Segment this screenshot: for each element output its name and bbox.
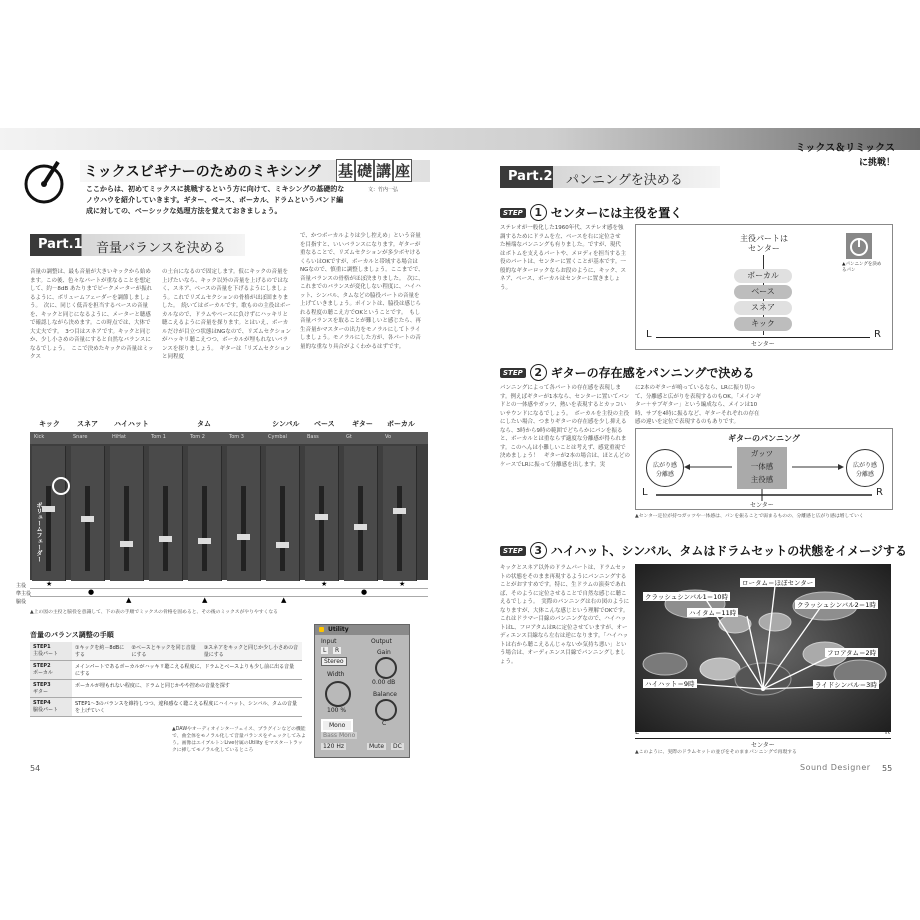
part2-bar (500, 166, 720, 188)
width-label: Width (327, 671, 345, 678)
utility-plugin (314, 624, 410, 758)
volume-fader[interactable] (46, 486, 51, 571)
phase-left-button[interactable]: L (323, 647, 327, 654)
mixer-label: タム (197, 420, 211, 428)
mixer-channel-strip (110, 446, 144, 581)
mute-button[interactable]: Mute (369, 743, 385, 750)
author-credit: 文：竹内一弘 (368, 187, 399, 193)
mixer-channel-strip (227, 446, 261, 581)
step-title: センターには主役を置く (550, 206, 683, 220)
volume-fader[interactable] (241, 486, 246, 571)
mixer-part-labels (32, 419, 427, 431)
fader-knob[interactable] (237, 534, 250, 540)
mixer-label: ボーカル (387, 420, 415, 428)
bubble-text: 広がり感 (652, 462, 677, 469)
mixer-label: ハイハット (114, 420, 149, 428)
axis-left: L (642, 487, 648, 498)
step-badge: STEP (500, 208, 526, 218)
step-desc: STEP1〜3のバランスを維持しつつ、違和感なく聴こえる程度にハイハット、シンバル、タムの音量を上げていく (72, 698, 302, 717)
pill-vocal: ボーカル (734, 269, 792, 283)
knob-caption: ▲パンニングを決めるパン (842, 262, 882, 273)
axis-left: L (646, 329, 652, 340)
balance-label: Balance (373, 691, 397, 698)
drum-label-hihat: ハイハット＝9時 (645, 680, 695, 688)
steps-table (30, 642, 302, 717)
balance-value: C (382, 720, 387, 727)
mixer-channel-strip (188, 446, 222, 581)
drum-kit-photo (635, 564, 891, 732)
magazine-spread (0, 128, 920, 778)
title-kanji: 礎 (355, 159, 374, 182)
left-page (0, 128, 460, 778)
channel-name: Kick (34, 434, 45, 440)
mixer-channel-strip (344, 446, 378, 581)
mixer-label: ギター (352, 420, 373, 428)
axis-right: R (876, 487, 883, 498)
balance-knob[interactable] (375, 699, 397, 721)
drum-label-crash1: クラッシュシンバル1＝10時 (645, 593, 729, 601)
title-kanji: 座 (393, 159, 412, 182)
mixer-channel-strip (383, 446, 417, 581)
fader-knob[interactable] (354, 524, 367, 530)
step-desc: メインパートであるボーカルがハッキリ聴こえる程度に、ドラムとベースよりも少し前に出る音量にする (72, 661, 302, 680)
mixer-label: ベース (314, 420, 335, 428)
channel-name: Tom 1 (151, 434, 166, 440)
mixer-channel-strip (71, 446, 105, 581)
guitar-caption: ▲センター定位が持つガッツや一体感は、パンを振ることで弱まるものの、分離感と広がり感は増していく (635, 514, 864, 519)
utility-input: Input (321, 638, 337, 645)
drum-label-floor-tom: フロアタム＝2時 (827, 649, 877, 657)
channel-name: Tom 3 (229, 434, 244, 440)
fader-knob[interactable] (315, 514, 328, 520)
step3-heading (500, 542, 907, 559)
table-row (30, 680, 302, 698)
channel-name: Cymbal (268, 434, 287, 440)
mixer-channel-header (30, 432, 428, 444)
part1-bar (30, 234, 245, 256)
pill-kick: キック (734, 317, 792, 331)
width-value: 100 % (327, 707, 347, 714)
lead-text: ここからは、初めてミックスに挑戦するという方に向けて、ミキシングの基礎的なノウハウを紹介していきます。ギター、ベース、ボーカル、ドラムというバンド編成に対しての、ベーシックな処理方法を覚えておきましょう。 (86, 185, 345, 215)
series-line2: に挑戦！ (858, 158, 895, 168)
highlight-circle (52, 477, 70, 495)
phase-right-button[interactable]: R (335, 647, 340, 654)
body-col3: で、かつボーカルよりは少し控えめ」という音量を目指すと、いいバランスになります。ギターが重なることで、リズムセクションが多少ボヤけるくらいはOKですが、ボーカルと帯域する場合はNGなので、慎重に調整しましょう。ここまでで、音量バランスの骨格がほぼ決まりました。 次に、これまでのバランスが変化しない程度に、ハイハット、シンバル、タムなどの脇役パートの音量を上げていきましょう。ポイントは、脇役は感じられる程度の聴こえ方でOKということです。 もし音量バランスを取ることが難しいと感じたら、再生音量かマスターの出力をモノラルにしてトライしましょう。モノラルにした方が、各パートの音量的な重なり具合がよくわかるはずです。 (300, 233, 424, 350)
knob-icon (20, 158, 68, 206)
utility-output: Output (371, 638, 392, 645)
center-box-text: 主役感 (750, 475, 774, 484)
page-number: 54 (30, 764, 41, 773)
table-row (30, 642, 302, 661)
step2-col1: パンニングによって各パートの存在感を表現します。例えばギターが1本なら、センターに置いてバンドとの一体感やガッツ、熱いを表現するとカッコいいサウンドになるでしょう。 ボーカルを主役の主役にしたい場合、つまりギターの存在感を少し抑えるなら、3時から9時の範囲でどちらかにパンを振ると、ボーカルとは重ならず適度な分離感が得られます。このへんは小難しいことは考えず、感覚重視で決めましょう！ ギターが2本の場合は、ほとんどのケースでLRに振って分離感を出します。実 (500, 385, 630, 468)
axis-left: L (635, 728, 639, 736)
center-diagram (635, 224, 893, 350)
drum-label-low-tom: ロータム＝ほぼセンター (742, 579, 814, 587)
table-row (30, 698, 302, 717)
bubble-text: 分離感 (855, 471, 874, 478)
fader-knob[interactable] (81, 516, 94, 522)
drum-label-crash2: クラッシュシンバル2＝1時 (797, 601, 876, 609)
drum-label-ride: ライドシンバル＝3時 (815, 681, 877, 689)
part2-title: パンニングを決める (566, 173, 683, 188)
step-part: 脇役パート (33, 707, 59, 713)
series-line1: ミックス＆リミックス (795, 143, 895, 154)
fader-knob[interactable] (120, 541, 133, 547)
step-desc: ②ベースとキックを同じ音量にする (129, 642, 201, 661)
pan-knob-icon (846, 233, 872, 259)
drum-label-high-tom: ハイタム＝11時 (689, 609, 737, 617)
guitar-arrows (636, 429, 892, 509)
role-label: 脇役 (16, 599, 27, 605)
mixer-label: スネア (77, 420, 98, 428)
guitar-diagram (635, 428, 893, 510)
table-row (30, 661, 302, 680)
axis-center: センター (751, 742, 775, 749)
dc-button[interactable]: DC (393, 743, 402, 750)
diagram-title-line1: 主役パートは (740, 234, 788, 243)
step-id: STEP4 (33, 700, 51, 706)
volume-fader[interactable] (85, 486, 90, 571)
step-number: 1 (530, 204, 547, 221)
volume-fader[interactable] (280, 486, 285, 571)
part1-label: Part.1 (38, 237, 83, 252)
step-desc: ボーカルが埋もれない程度に、ドラムと同じかやや控めの音量を探す (72, 680, 302, 698)
fader-vertical-label: ボリュームフェーダー (35, 502, 42, 562)
title-kanji: 講 (374, 159, 393, 182)
center-box-text: ガッツ (750, 449, 774, 458)
magazine-name: Sound Designer (800, 763, 871, 772)
width-knob[interactable] (325, 681, 351, 707)
mixer-label: シンバル (272, 420, 300, 428)
step-id: STEP2 (33, 663, 51, 669)
gain-label: Gain (377, 649, 391, 656)
figure-caption: ▲上の図の主役と脇役を意識して、下の表の手順でミックスの骨格を固めると、その後のミックスがやりやすくなる (30, 610, 278, 615)
fader-knob[interactable] (42, 506, 55, 512)
step-number: 2 (530, 364, 547, 381)
fader-knob[interactable] (393, 508, 406, 514)
step-desc: ③スネアをキックと同じか少し小さめの音量にする (201, 642, 302, 661)
channel-mode-select[interactable]: Stereo (321, 657, 347, 666)
mixer-channel-strip (266, 446, 300, 581)
step-title: ギターの存在感をパンニングで決める (550, 366, 755, 380)
pill-bass: ベース (734, 285, 792, 299)
step-title: ハイハット、シンバル、タムはドラムセットの状態をイメージする (550, 544, 907, 558)
part2-label: Part.2 (508, 169, 553, 184)
pill-snare: スネア (734, 301, 792, 315)
volume-fader[interactable] (163, 486, 168, 571)
bass-mono-freq[interactable]: 120 Hz (323, 743, 345, 750)
gain-knob[interactable] (375, 657, 397, 679)
channel-name: Gt (346, 434, 352, 440)
step-id: STEP1 (33, 644, 51, 650)
step-number: 3 (530, 542, 547, 559)
utility-titlebar (315, 625, 409, 635)
channel-name: Bass (307, 434, 319, 440)
title-kanji-group (336, 159, 412, 182)
step-part: ボーカル (33, 670, 53, 676)
table-title: 音量のバランス調整の手順 (30, 631, 114, 639)
step-part: ギター (33, 689, 48, 695)
body-col2: の土台になるので固定します。仮にキックの音量を上げたいなら、キック以外の音量を上げるのではなく、スネア、ベースの音量を下げるようにしましょう。これでリズムセクションの骨格がほぼ固まりました。 続いてはボーカルです。歌ものの主役はボーカルなので、ドラムやベースに負けずにハッキリと聴こえるように音量を探ります。とはいえ、ボーカルだけが目立つ状態はNGなので、リズムセクションがハッキリ聴こえつつ、ボーカルが埋もれないバランスを探りましょう。 ギターは「リズムセクションと同程度 (162, 269, 292, 360)
volume-fader[interactable] (202, 486, 207, 571)
step-part: 主役パート (33, 651, 59, 657)
channel-name: Vo (385, 434, 392, 440)
channel-name: Tom 2 (190, 434, 205, 440)
axis-right: R (874, 329, 881, 340)
fader-knob[interactable] (159, 536, 172, 542)
axis-center: センター (750, 502, 774, 509)
volume-fader[interactable] (397, 486, 402, 571)
channel-name: Snare (73, 434, 88, 440)
bass-mono-button[interactable]: Bass Mono (323, 732, 356, 739)
fader-knob[interactable] (198, 538, 211, 544)
step1-text: ステレオが一般化した1960年代、ステレオ感を強調するためにドラムを左、ベースを右に定位させた極端なパンニングも有りました。ですが、現代はボトムを支えるパートや、メロディを担当する主役のパートは、センターに置くことが基本です。一般的なギターロックならお段のように、キック、スネア、ベース、ボーカルはセンターに置きましょう。 (500, 225, 627, 291)
role-label: 準主役 (16, 591, 32, 597)
step2-col2: に2本のギターが鳴っているなら、LRに振り切って、分離感と広がりを表現するのもOK。「メインギター＋サブギター」という編成なら、メインは10時、サブを4時に振るなど、ギターそれぞれの存在感の違いを定位で表現するのもありです。 (635, 385, 761, 425)
role-label: 主役 (16, 583, 27, 589)
pan-knob-image (846, 233, 872, 259)
bubble-text: 広がり感 (852, 462, 877, 469)
mixer-channel-strip (149, 446, 183, 581)
mono-button[interactable]: Mono (321, 719, 353, 732)
fader-knob[interactable] (276, 542, 289, 548)
gain-value: 0.00 dB (372, 679, 396, 686)
right-page (460, 128, 920, 778)
title-kanji: 基 (336, 159, 355, 182)
volume-fader[interactable] (124, 486, 129, 571)
bubble-text: 分離感 (655, 471, 674, 478)
diagram-title-line2: センター (748, 244, 780, 253)
mixer-channel-strip (305, 446, 339, 581)
utility-caption: ▲DAWやオーディオインターフェイス、プラグインなどの機能で、曲全体をモノラル化して音量バランスをチェックしてみよう。画像はエイブルトンLive付属のUtility をマスタートラックに挿してモノラル化しているところ (172, 727, 306, 753)
channel-name: HiHat (112, 434, 126, 440)
step-id: STEP3 (33, 682, 51, 688)
power-icon[interactable] (319, 627, 324, 632)
drum-caption: ▲このように、実際のドラムセットの並びをそのままパンニングで再現する (635, 750, 797, 755)
step-badge: STEP (500, 368, 526, 378)
step-desc: ①キックを約－8dBにする (72, 642, 129, 661)
axis-right: R (885, 728, 890, 736)
step-badge: STEP (500, 546, 526, 556)
center-box-text: 一体感 (750, 462, 774, 471)
mixer-label: キック (39, 420, 60, 428)
step3-text: キックとスネア以外のドラムパートは、ドラムセットの状態をそのまま再現するようにパンニングすることがおすすめです。特に、生ドラムの演奏であれば、そのように定位させることで自然な感じに聴こえるでしょう。 実際のパンニングは右の図のようになりますが、大体こんな感じという理解でOKです。これはドラマー目線のパンニングなので、ハイハットはL、フロアタムはRに定位させていますが、オーディエンス目線なら左右は逆になります。「ハイハットは右から聴こえるんじゃないか気持ち悪い」という場合は、オーディエンス目線でパンニングしましょう。 (500, 565, 630, 665)
part1-title: 音量バランスを決める (96, 241, 226, 256)
role-rows: 主役 準主役 脇役 ★ ● ▲ ▲ ▲ ★ ● ★ (16, 582, 428, 608)
mixer-screenshot (30, 432, 428, 580)
body-col1: 音量の調整は、最も音量が大きいキックから始めます。この後、色々なパートが重なることを想定して、約－8dB あたりまでピークメーターが振れるように、ボリュームフェーダーを調節しましょう。 次に、同じく低音を担当するベースの音量を、キックと同じになるように、メーターと聴感で確認しながら決めます。この時点では、大体で大丈夫です。 3つ目はスネアです。キックと同じか、少し小さめの音量にすると自然なバランスになるでしょう。 ここで決めたキックの音量はミックス (30, 269, 154, 360)
page-title: ミックスビギナーのためのミキシング (84, 164, 321, 180)
guitar-diagram-title: ギターのパンニング (728, 434, 800, 443)
step2-heading (500, 364, 754, 381)
page-number: 55 (882, 764, 893, 773)
step1-heading (500, 204, 682, 221)
utility-title: Utility (328, 626, 349, 633)
volume-fader[interactable] (319, 486, 324, 571)
axis-center: センター (751, 341, 775, 348)
